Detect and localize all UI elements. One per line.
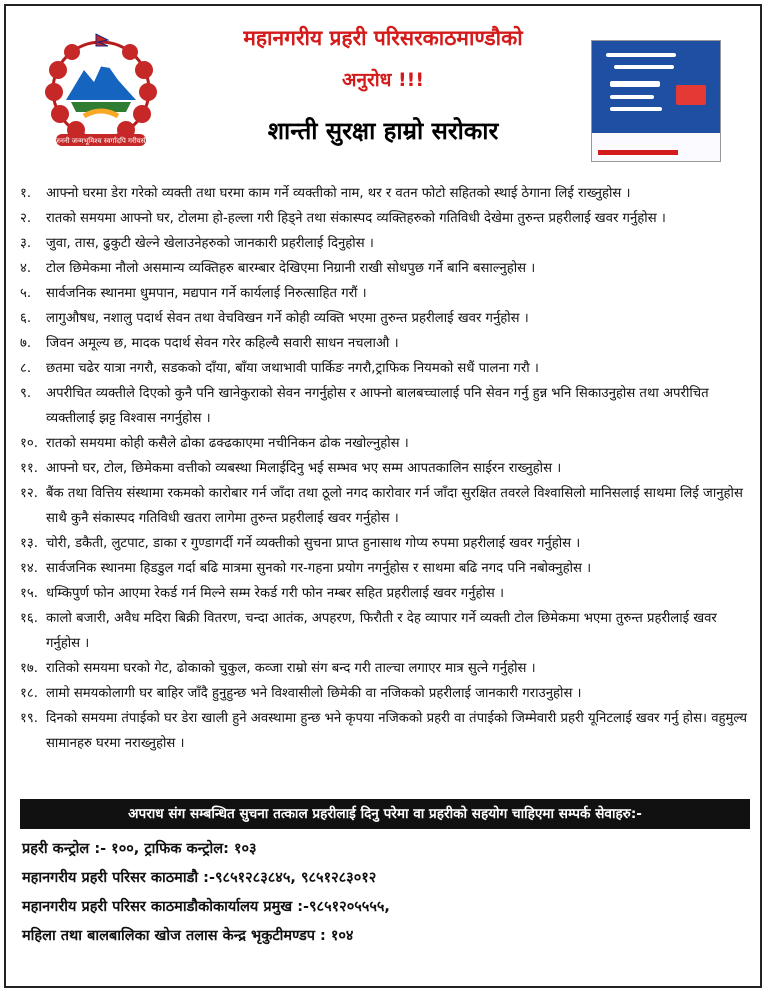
request-heading: अनुरोध !!! [341, 69, 425, 91]
list-item: ५. सार्वजनिक स्थानमा धुमपान, मद्यपान गर्ने कार्यलाई निरुत्साहित गरौं । [20, 286, 367, 301]
list-item: १४. सार्वजनिक स्थानमा हिडडुल गर्दा बढि मात्रमा सुनको गर-गहना प्रयोग नगर्नुहोस र साथमा बढि नगद पनि नबोक्नुहोस । [20, 561, 592, 576]
list-item: ३. जुवा, तास, ढुकुटी खेल्ने खेलाउनेहरुको जानकारी प्रहरीलाई दिनुहोस । [20, 236, 374, 251]
list-item: १५. धम्किपुर्ण फोन आएमा रेकर्ड गर्न मिल्ने सम्म रेकर्ड गरी फोन नम्बर सहित प्रहरीलाई खवर गर्नुहोस । [20, 586, 504, 601]
list-item: १६. कालो बजारी, अवैध मदिरा बिक्री वितरण, चन्दा आतंक, अपहरण, फिरौती र देह व्यापार गर्ने व्यक्ती टोल छिमेकमा भएमा तुरुन्त प्रहरीलाई खवर गर्नुहोस । [20, 611, 717, 651]
contact-list [22, 835, 752, 951]
office-title: महानगरीय प्रहरी परिसरकाठमाण्डौको [243, 26, 523, 50]
contact-banner: अपराध संग सम्बन्धित सुचना तत्काल प्रहरीलाई दिनु परेमा वा प्रहरीको सहयोग चाहिएमा सम्पर्क सेवाहरु:- [20, 799, 750, 829]
list-item: २. रातको समयमा आफ्नो घर, टोलमा हो-हल्ला गरी हिड्ने तथा संकास्पद व्यक्तिहरुको गतिविधी देखेमा तुरुन्त प्रहरीलाई खवर गर्नुहोस । [20, 211, 666, 226]
list-item: १९. दिनको समयमा तंपाईको घर डेरा खाली हुने अवस्थामा हुन्छ भने कृपया नजिकको प्रहरी वा तंपाईको जिम्मेवारी प्रहरी यूनिटलाई खवर गर्नु होस। वहुमुल्य सामानहरु घरमा नराख्नुहोस । [20, 711, 748, 751]
list-item: १२. बैंक तथा वित्तिय संस्थामा रकमको कारोबार गर्न जाँदा तथा ठूलो नगद कारोवार गर्न जाँदा सुरक्षित तवरले विश्वासिलो मानिसलाई साथमा लिई जानुहोस साथै कुनै संकास्पद गतिविधी खतरा लागेमा तुरुन्त प्रहरीलाई खवर गर्नुहोस । [20, 486, 743, 526]
list-item: १८. लामो समयकोलागी घर बाहिर जाँदै हुनुहुन्छ भने विश्वासीलो छिमेकी वा नजिकको प्रहरीलाई जानकारी गराउनुहोस । [20, 686, 582, 701]
emblem-motto: जननी जन्मभूमिश्च स्वर्गादपि गरीयसी [54, 137, 148, 145]
contact-police-control: प्रहरी कन्ट्रोल :- १००, ट्राफिक कन्ट्रोल: १०३ [22, 841, 257, 857]
list-item: १०. रातको समयमा कोही कसैले ढोका ढक्ढकाएमा नचीनिकन ढोक नखोल्नुहोस । [20, 436, 409, 451]
contact-women-children-center: महिला तथा बालबालिका खोज तलास केन्द्र भृकुटीमण्डप : १०४ [22, 928, 354, 944]
police-poster-thumbnail [591, 40, 721, 162]
list-item: १७. रातिको समयमा घरको गेट, ढोकाको चुकुल, कव्जा राम्रो संग बन्द गरी ताल्चा लगाएर मात्र सुत्ने गर्नुहोस । [20, 661, 536, 676]
list-item: १३. चोरी, डकैती, लुटपाट, डाका र गुण्डागर्दी गर्ने व्यक्तीको सुचना प्राप्त हुनासाथ गोप्य रुपमा प्रहरीलाई खवर गर्नुहोस । [20, 536, 581, 551]
instruction-list [20, 181, 750, 756]
contact-office-chief: महानगरीय प्रहरी परिसर काठमाडौकोकार्यालय प्रमुख :-९८५१२०५५५५, [22, 899, 390, 915]
list-item: ८. छतमा चढेर यात्रा नगरौ, सडकको दाँया, बाँया जथाभावी पार्किङ नगरौ,ट्राफिक नियमको सधैं पालना गरौ । [20, 361, 539, 376]
notice-poster [4, 4, 762, 988]
list-item: ४. टोल छिमेकमा नौलो असमान्य व्यक्तिहरु बारम्बार देखिएमा निग्रानी राखी सोधपुछ गर्ने बानि बसाल्नुहोस । [20, 261, 536, 276]
list-item: ६. लागुऔषध, नशालु पदार्थ सेवन तथा वेचविखन गर्ने कोही व्यक्ति भएमा तुरुन्त प्रहरीलाई खवर गर्नुहोस । [20, 311, 529, 326]
list-item: १. आफ्नो घरमा डेरा गरेको व्यक्ती तथा घरमा काम गर्ने व्यक्तीको नाम, थर र वतन फोटो सहितको स्थाई ठेगाना लिई राख्नुहोस । [20, 186, 631, 201]
contact-metro-police: महानगरीय प्रहरी परिसर काठमाडौ :-९८५१२८३८४५, ९८५१२८३०१२ [22, 870, 377, 886]
list-item: ९. अपरीचित व्यक्तीले दिएको कुनै पनि खानेकुराको सेवन नगर्नुहोस र आफ्नो बालबच्चालाई पनि सेवन गर्नु हुन्न भनि सिकाउनुहोस तथा अपरीचित व्यक्तीलाई झट्ट विश्वास नगर्नुहोस । [20, 386, 709, 426]
list-item: ७. जिवन अमूल्य छ, मादक पदार्थ सेवन गरेर कहिल्यै सवारी साधन नचलाऔ । [20, 336, 399, 351]
slogan-heading: शान्ती सुरक्षा हाम्रो सरोकार [267, 116, 499, 145]
list-item: ११. आफ्नो घर, टोल, छिमेकमा वत्तीको व्यबस्था मिलाईदिनु भई सम्भव भए सम्म आपतकालिन साईरन राख्नुहोस । [20, 461, 562, 476]
